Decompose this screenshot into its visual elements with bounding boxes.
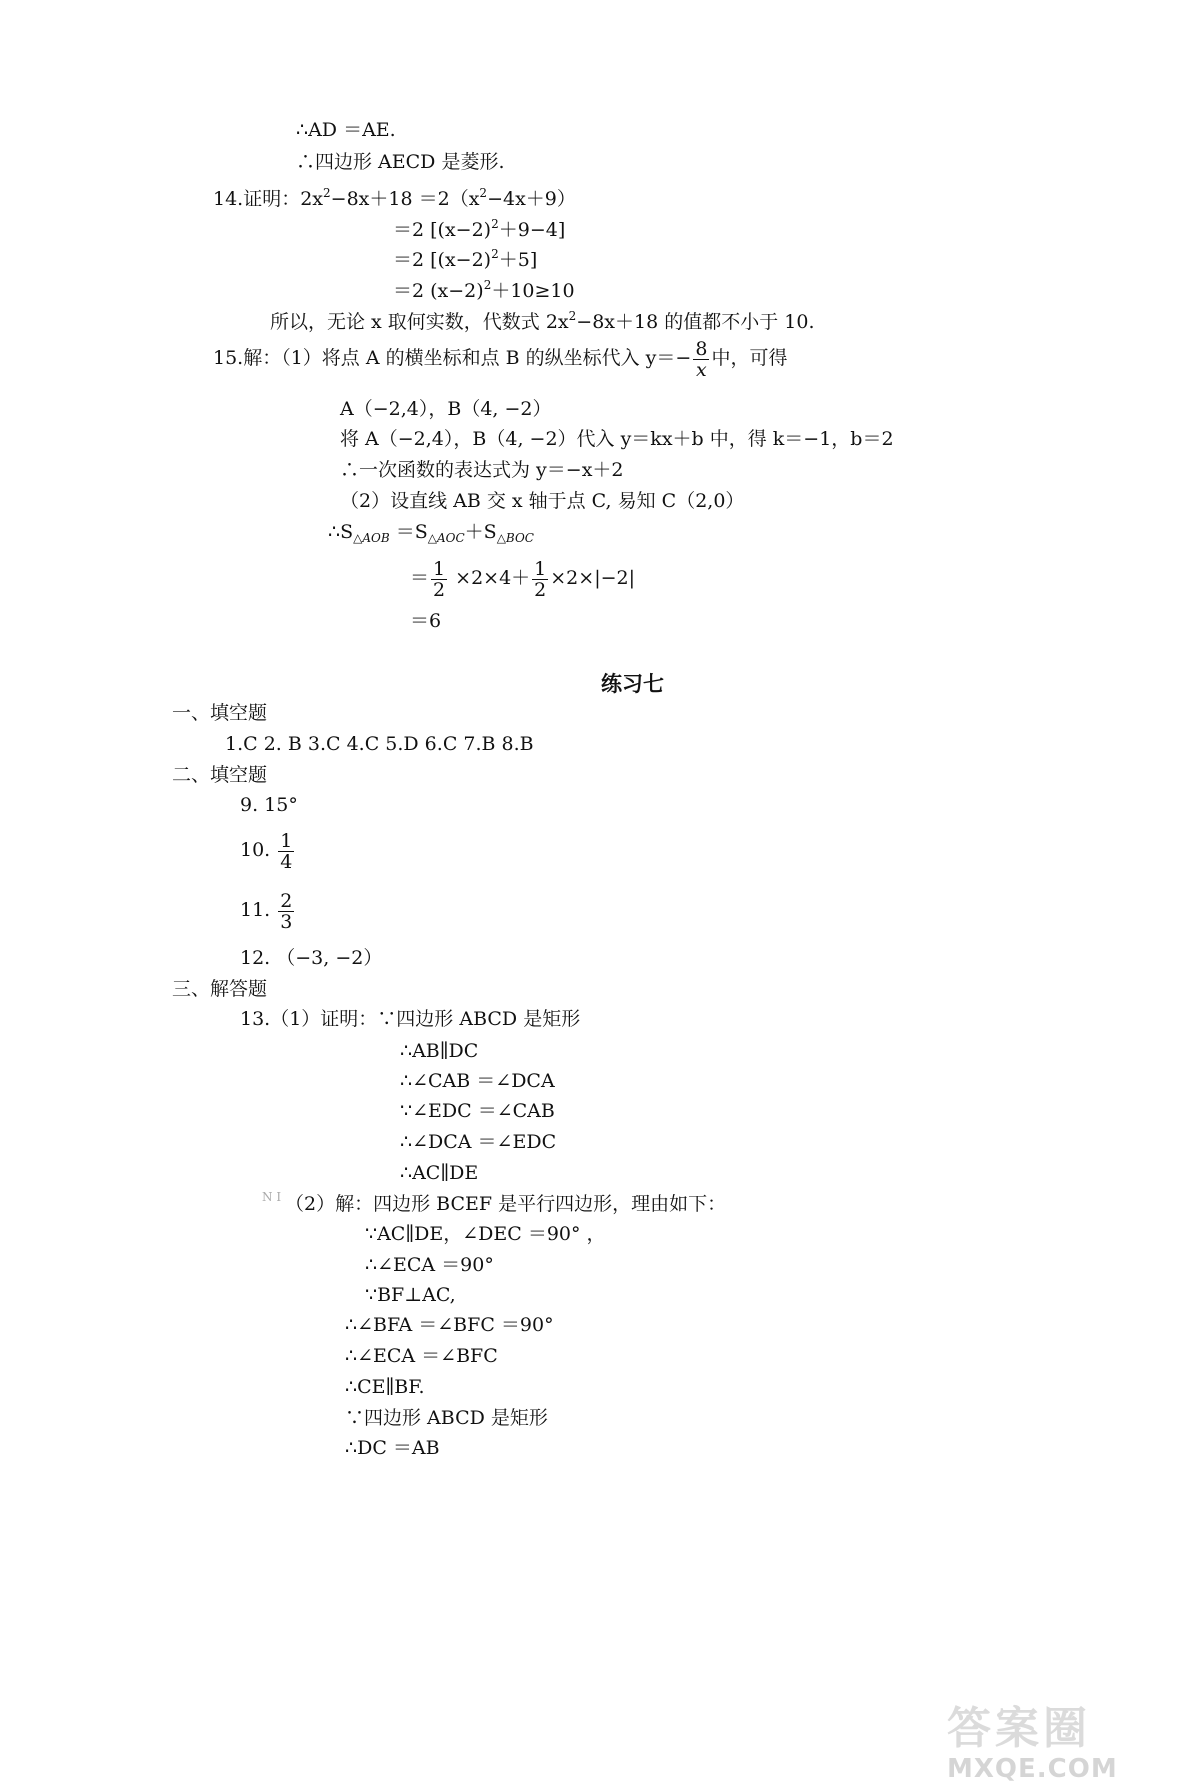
q13-line2: ∴AB∥DC	[400, 1040, 479, 1062]
q15-area-result: ＝6	[410, 610, 442, 632]
fraction-half-1: $\frac{1}{2}$	[433, 557, 446, 601]
section-3-heading: 三、解答题	[172, 978, 268, 1000]
q13-line3: ∴∠CAB ＝∠DCA	[400, 1070, 555, 1092]
fraction-two-thirds: $\frac{2}{3}$	[280, 889, 293, 933]
q14-step3: ＝2 $[(x-2)^2+5]$	[393, 247, 538, 271]
q13-line10: ∵BF⊥AC,	[365, 1284, 456, 1306]
section-2-heading: 二、填空题	[172, 764, 268, 786]
fraction-half-2: $\frac{1}{2}$	[534, 557, 547, 601]
watermark-logo: 答案圈 MXQE.COM	[947, 1703, 1118, 1784]
section-title: 练习七	[601, 671, 664, 696]
q14-head: 14.证明：	[213, 188, 301, 210]
section-1-answers: 1.C 2. B 3.C 4.C 5.D 6.C 7.B 8.B	[225, 733, 534, 755]
line-ad-ae: ∴AD ＝AE.	[296, 119, 396, 141]
q15-points: A（−2,4），B（4, −2）	[340, 398, 552, 420]
q15-line1: 15.解：（1）将点 A 的横坐标和点 B 的纵坐标代入 y＝− $\frac{8}{x}$ 中，可得	[213, 337, 788, 381]
q15-area-sum: $\therefore S_{\triangle AOB} =S_{\triangle AOC}+S_{\triangle BOC}$	[328, 521, 534, 545]
answer-9: 9. 15°	[240, 794, 298, 816]
q14-line1: 14.证明：$2x^2-8x+18 =2(x^2-4x+9)$	[213, 186, 576, 210]
fraction-8-over-x: $\frac{8}{x}$	[695, 337, 708, 381]
q13-line6: ∴AC∥DE	[400, 1162, 479, 1184]
q13-line12: ∴∠ECA ＝∠BFC	[345, 1345, 498, 1367]
q14-conclusion: 所以，无论 x 取何实数，代数式 $2x^2-8x+18$ 的值都不小于 10.	[270, 309, 815, 333]
line-rhombus: ∴四边形 AECD 是菱形.	[296, 151, 505, 173]
q13-line9: ∴∠ECA ＝90°	[365, 1254, 494, 1276]
answer-10: 10. $\frac{1}{4}$	[240, 829, 293, 873]
q13-part2: （2）解：四边形 BCEF 是平行四边形，理由如下：	[285, 1193, 727, 1215]
q15-area-calc: ＝ $\frac{1}{2}$ ×2×4＋ $\frac{1}{2}$ ×2×|−2|	[410, 557, 636, 601]
q13-line5: ∴∠DCA ＝∠EDC	[400, 1131, 557, 1153]
q15-expression: ∴一次函数的表达式为 y＝−x＋2	[340, 459, 624, 481]
q13-line13: ∴CE∥BF.	[345, 1376, 425, 1398]
q13-line15: ∴DC ＝AB	[345, 1437, 440, 1459]
q14-step4: ＝2 $(x-2)^2+10\ge 10$	[393, 278, 575, 302]
section-1-heading: 一、填空题	[172, 702, 268, 724]
scan-artifact: N I	[262, 1190, 282, 1204]
q13-line8: ∵AC∥DE，∠DEC ＝90° ，	[365, 1223, 606, 1245]
q13-line11: ∴∠BFA ＝∠BFC ＝90°	[345, 1314, 554, 1336]
q13-line14: ∵四边形 ABCD 是矩形	[345, 1407, 548, 1429]
q15-substitute: 将 A（−2,4），B（4, −2）代入 y＝kx＋b 中，得 k＝−1，b＝2	[340, 428, 894, 450]
answer-11: 11. $\frac{2}{3}$	[240, 889, 293, 933]
q15-part2: （2）设直线 AB 交 x 轴于点 C, 易知 C（2,0）	[340, 490, 745, 512]
fraction-one-quarter: $\frac{1}{4}$	[280, 829, 293, 873]
q13-line1: 13.（1）证明：∵四边形 ABCD 是矩形	[240, 1008, 581, 1030]
q14-step2: ＝2 $[(x-2)^2+9-4]$	[393, 217, 566, 241]
q13-line4: ∵∠EDC ＝∠CAB	[400, 1100, 555, 1122]
answer-12: 12. （−3, −2）	[240, 947, 383, 969]
